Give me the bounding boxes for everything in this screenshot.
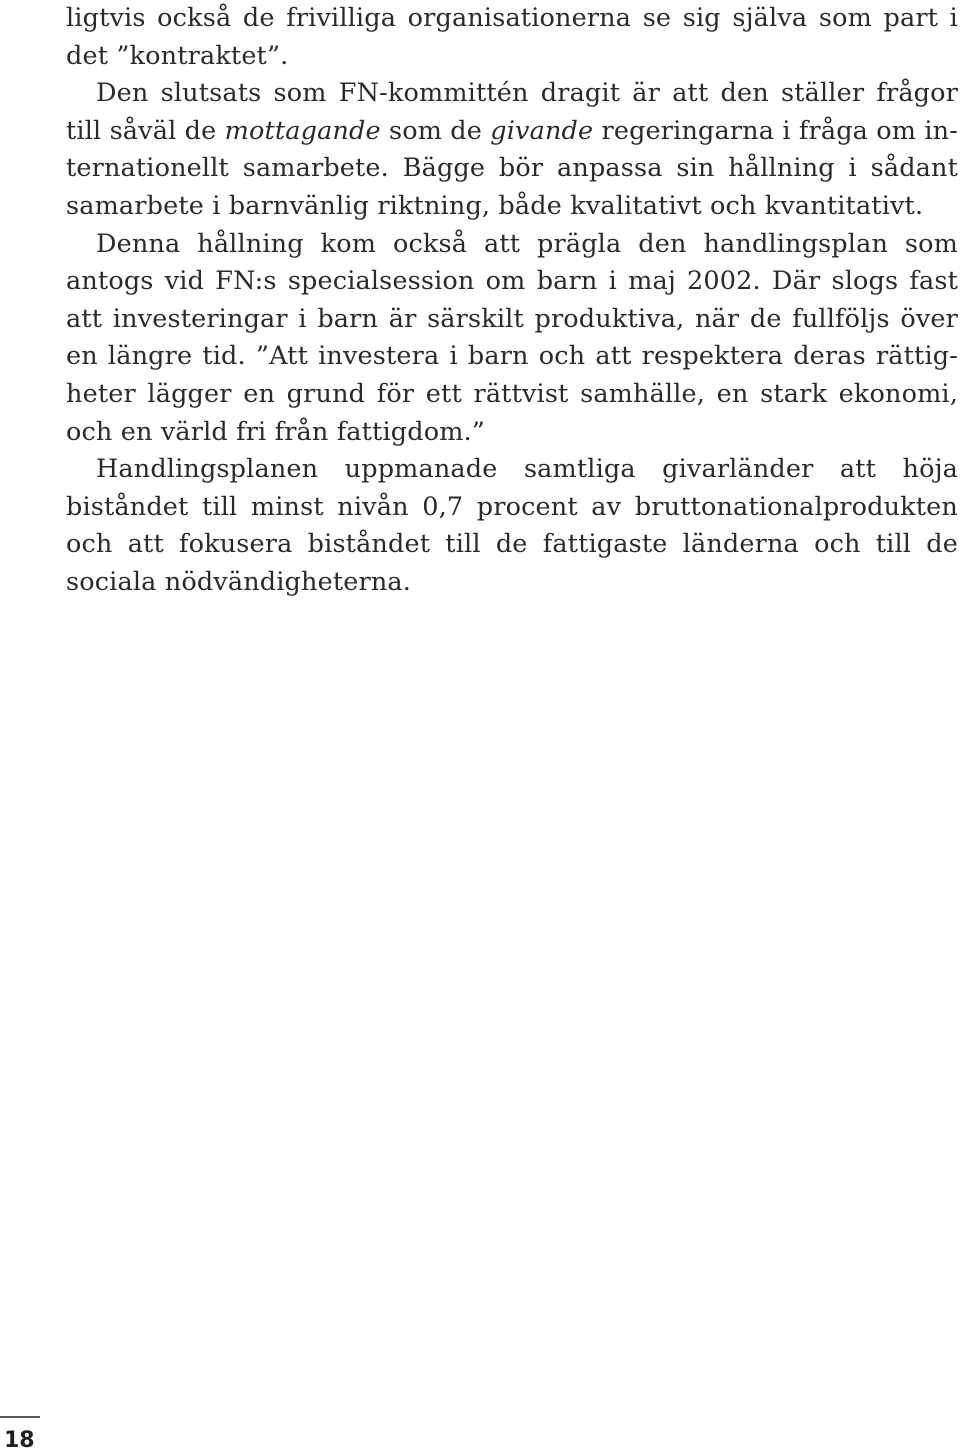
text-line: heter lägger en grund för ett rättvist samhälle, en stark ekonomi, <box>66 378 958 409</box>
text-run: regeringarna i fråga om in- <box>593 115 959 146</box>
page-number: 18 <box>4 1428 35 1453</box>
text-line: och att fokusera biståndet till de fattigaste länderna och till de <box>66 529 958 560</box>
paragraph-3 <box>66 226 958 452</box>
text-line: samarbete i barnvänlig riktning, både kvalitativt och kvantitativt. <box>66 190 924 221</box>
text-line: Handlingsplanen uppmanade samtliga givarländer att höja <box>96 454 958 485</box>
paragraph-2 <box>66 75 958 225</box>
text-line: Den slutsats som FN-kommittén dragit är att den ställer frågor <box>96 78 958 109</box>
text-run: som de <box>380 115 491 146</box>
text-run: till såväl de <box>66 115 225 146</box>
emphasis-givande: givande <box>490 115 594 146</box>
text-line: att investeringar i barn är särskilt produktiva, när de fullföljs över <box>66 303 958 334</box>
paragraph-4 <box>66 451 958 601</box>
text-line: antogs vid FN:s specialsession om barn i maj 2002. Där slogs fast <box>66 266 958 297</box>
emphasis-mottagande: mottagande <box>224 115 381 146</box>
text-line: en längre tid. ”Att investera i barn och att respektera deras rättig- <box>66 341 958 372</box>
text-line-with-emphasis <box>66 113 958 151</box>
text-line: Denna hållning kom också att prägla den handlingsplan som <box>96 228 958 259</box>
paragraph-1 <box>66 0 958 75</box>
text-line: ligtvis också de frivilliga organisationerna se sig själva som part i <box>66 3 958 33</box>
text-line: biståndet till minst nivån 0,7 procent av bruttonationalprodukten <box>66 491 958 522</box>
text-line: ternationellt samarbete. Bägge bör anpassa sin hållning i sådant <box>66 153 958 184</box>
body-text <box>66 0 958 602</box>
page-number-rule <box>0 1416 40 1418</box>
text-line: och en värld fri från fattigdom.” <box>66 416 485 447</box>
text-line: sociala nödvändigheterna. <box>66 566 411 597</box>
text-line: det ”kontraktet”. <box>66 40 289 71</box>
